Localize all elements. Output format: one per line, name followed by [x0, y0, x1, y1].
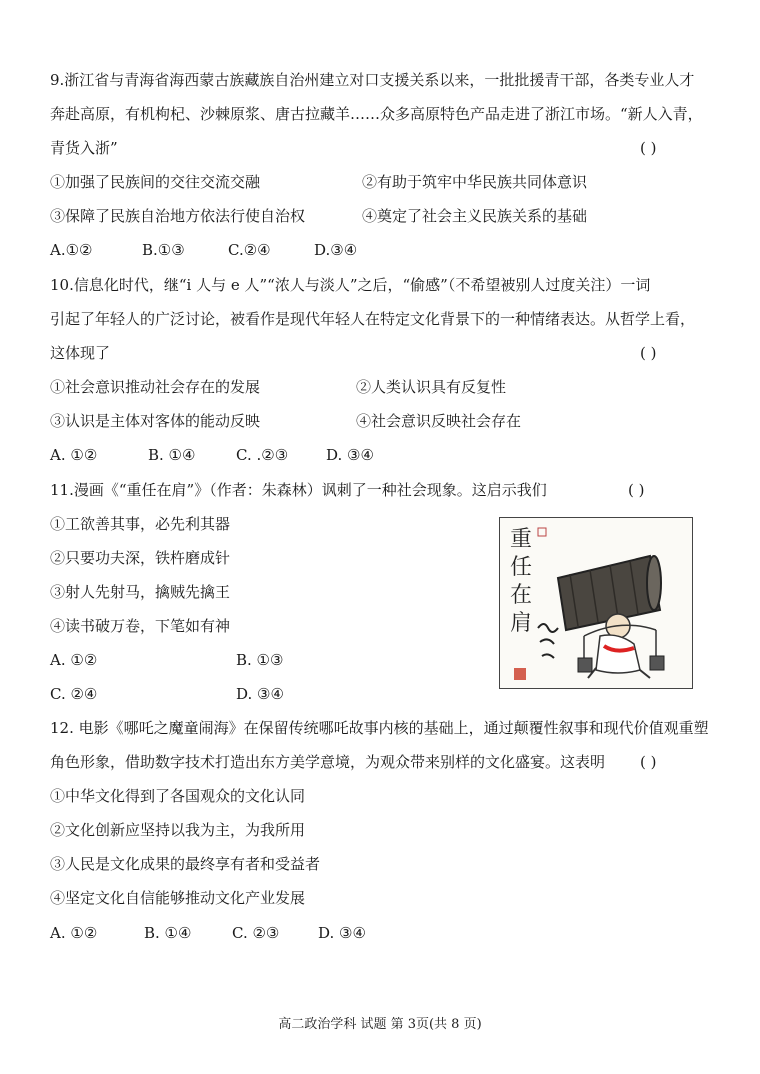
q10-item-4: ④社会意识反映社会存在 [356, 412, 522, 430]
q12-stem-line-2: 角色形象，借助数字技术打造出东方美学意境，为观众带来别样的文化盛宴。这表明 [50, 753, 606, 771]
q12-item-2: ②文化创新应坚持以我为主，为我所用 [50, 821, 306, 839]
q10-option-d: D. ③④ [326, 446, 374, 464]
q9-stem-line-2: 奔赴高原，有机枸杞、沙棘原浆、唐古拉藏羊……众多高原特色产品走进了浙江市场。“新人入青， [50, 105, 703, 123]
calligraphy-char-2: 任 [510, 555, 533, 580]
q12-option-c: C. ②③ [232, 924, 280, 942]
q9-item-3: ③保障了民族自治地方依法行使自治权 [50, 207, 306, 225]
calligraphy-char-1: 重 [510, 527, 533, 552]
q11-item-2: ②只要功夫深，铁杵磨成针 [50, 549, 231, 567]
left-bucket-icon [578, 658, 592, 672]
cartoon-illustration [499, 517, 693, 689]
q11-answer-blank: ( ) [628, 481, 645, 499]
q12-item-1: ①中华文化得到了各国观众的文化认同 [50, 787, 306, 805]
q9-option-a: A.①② [50, 241, 93, 259]
q12-option-a: A. ①② [50, 924, 98, 942]
q11-item-3: ③射人先射马，擒贼先擒王 [50, 583, 231, 601]
q11-item-4: ④读书破万卷，下笔如有神 [50, 617, 231, 635]
page-footer: 高二政治学科 试题 第 3页(共 8 页) [278, 1017, 482, 1032]
q12-answer-blank: ( ) [640, 753, 657, 771]
q9-stem-line-1: 9.浙江省与青海省海西蒙古族藏族自治州建立对口支援关系以来，一批批援青干部，各类专业人才 [50, 71, 695, 89]
q10-stem-line-3: 这体现了 [50, 344, 111, 362]
q9-item-1: ①加强了民族间的交往交流交融 [50, 173, 261, 191]
q9-item-4: ④奠定了社会主义民族关系的基础 [362, 207, 588, 225]
signature-scribble [538, 624, 558, 658]
calligraphy-char-4: 肩 [510, 611, 533, 636]
q9-answer-blank: ( ) [640, 139, 657, 157]
q11-option-a: A. ①② [50, 651, 98, 669]
q12-option-d: D. ③④ [318, 924, 366, 942]
q10-option-c: C. .②③ [236, 446, 289, 464]
q12-option-b: B. ①④ [144, 924, 192, 942]
q10-item-2: ②人类认识具有反复性 [356, 378, 507, 396]
q11-item-1: ①工欲善其事，必先利其器 [50, 515, 231, 533]
q9-option-b: B.①③ [142, 241, 185, 259]
red-seal-icon [514, 668, 526, 680]
q9-item-2: ②有助于筑牢中华民族共同体意识 [362, 173, 588, 191]
q10-option-b: B. ①④ [148, 446, 196, 464]
q10-item-1: ①社会意识推动社会存在的发展 [50, 378, 261, 396]
q9-option-c: C.②④ [228, 241, 271, 259]
q12-stem-line-1: 12. 电影《哪吒之魔童闹海》在保留传统哪吒故事内核的基础上，通过颠覆性叙事和现代价值观重塑 [50, 719, 709, 737]
q10-stem-line-2: 引起了年轻人的广泛讨论，被看作是现代年轻人在特定文化背景下的一种情绪表达。从哲学上看， [50, 310, 696, 328]
cartoon-drawing [500, 518, 692, 688]
q10-answer-blank: ( ) [640, 344, 657, 362]
small-seal-icon [538, 528, 546, 536]
q10-option-a: A. ①② [50, 446, 98, 464]
cartoon-calligraphy [510, 527, 532, 636]
q11-option-c: C. ②④ [50, 685, 98, 703]
q12-item-3: ③人民是文化成果的最终享有者和受益者 [50, 855, 321, 873]
q11-stem-line-1: 11.漫画《“重任在肩”》（作者：朱森林）讽刺了一种社会现象。这启示我们 [50, 481, 547, 499]
q10-item-3: ③认识是主体对客体的能动反映 [50, 412, 261, 430]
q9-option-d: D.③④ [314, 241, 358, 259]
q10-stem-line-1: 10.信息化时代，继“i 人与 e 人”“浓人与淡人”之后，“偷感”（不希望被别人过度关注）一词 [50, 276, 651, 294]
q9-stem-line-3: 青货入浙” [50, 139, 118, 157]
q11-option-b: B. ①③ [236, 651, 284, 669]
right-bucket-icon [650, 656, 664, 670]
q11-option-d: D. ③④ [236, 685, 284, 703]
calligraphy-char-3: 在 [510, 583, 533, 608]
q12-item-4: ④坚定文化自信能够推动文化产业发展 [50, 889, 306, 907]
